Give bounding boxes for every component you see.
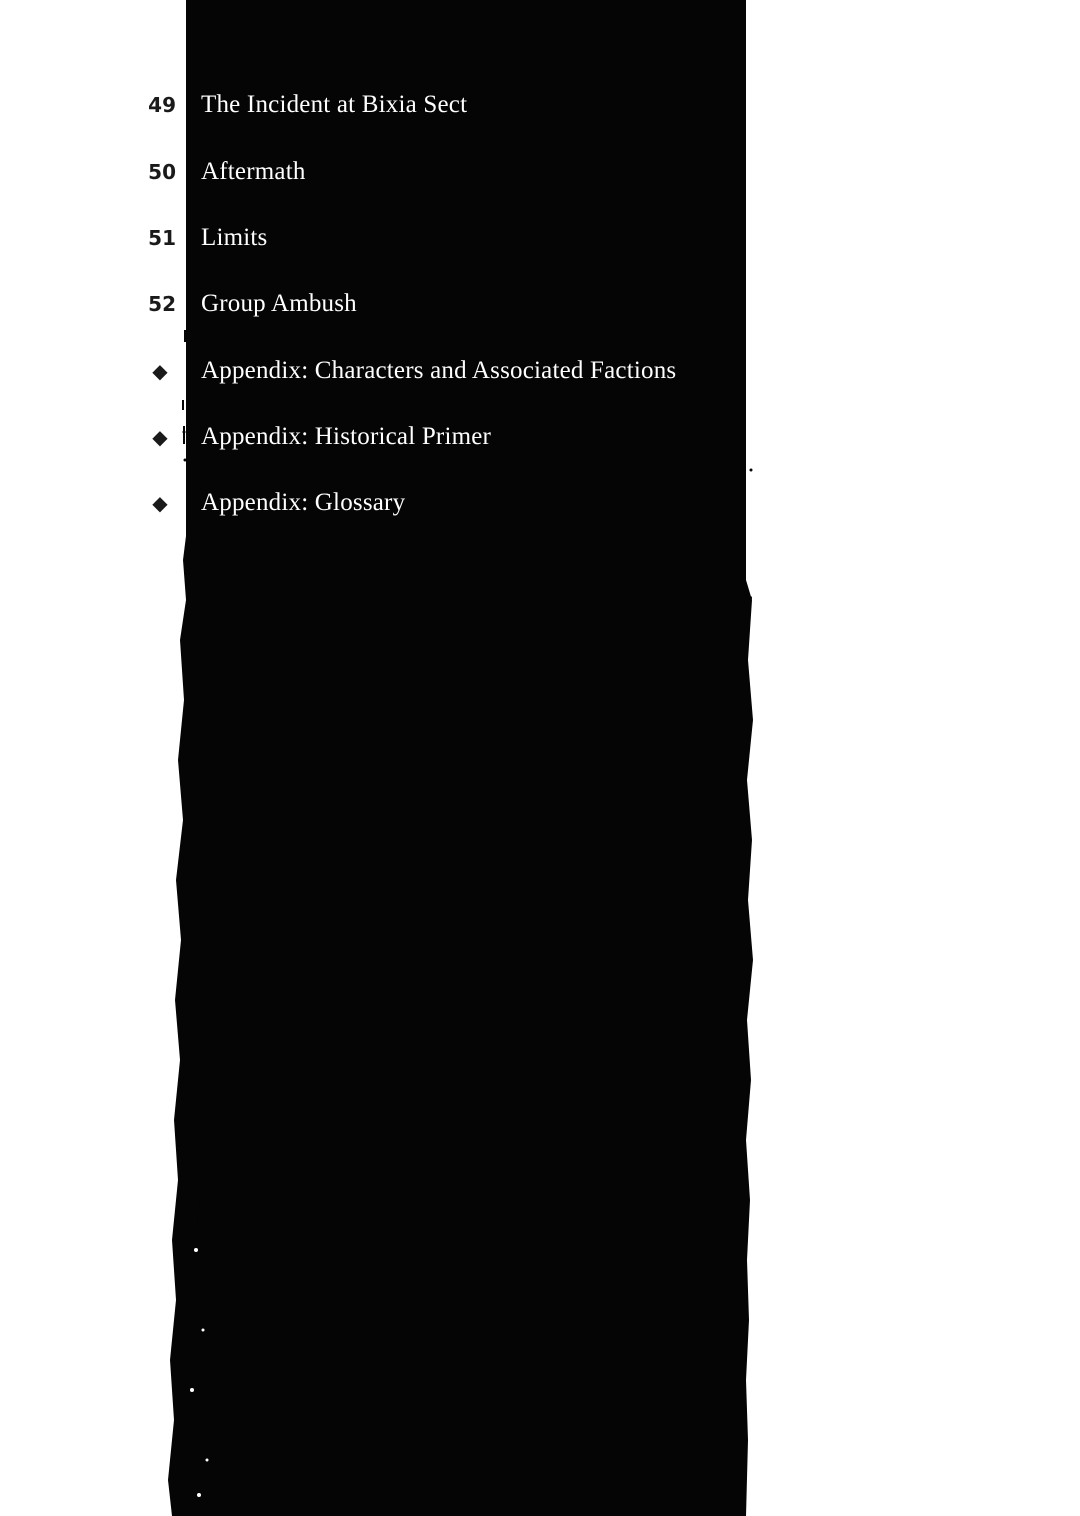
appendix-title: Appendix: Glossary <box>201 489 406 516</box>
toc-entry-appendix-primer[interactable] <box>0 417 1080 457</box>
toc-entry-52[interactable] <box>0 284 1080 324</box>
toc-entry-49[interactable] <box>0 85 1080 125</box>
diamond-bullet-icon: ◆ <box>152 491 168 515</box>
chapter-title: Limits <box>201 224 268 251</box>
chapter-number: 51 <box>148 226 176 250</box>
chapter-title: Group Ambush <box>201 290 357 317</box>
chapter-title: The Incident at Bixia Sect <box>201 91 468 118</box>
appendix-title: Appendix: Characters and Associated Factions <box>201 357 677 384</box>
toc-entry-50[interactable] <box>0 152 1080 192</box>
toc-entry-appendix-glossary[interactable] <box>0 483 1080 523</box>
chapter-title: Aftermath <box>201 158 306 185</box>
diamond-bullet-icon: ◆ <box>152 425 168 449</box>
toc-entry-51[interactable] <box>0 218 1080 258</box>
diamond-bullet-icon: ◆ <box>152 359 168 383</box>
chapter-number: 50 <box>148 160 176 184</box>
chapter-number: 52 <box>148 292 176 316</box>
appendix-title: Appendix: Historical Primer <box>201 423 492 450</box>
toc-entry-appendix-characters[interactable] <box>0 351 1080 391</box>
chapter-number: 49 <box>148 93 176 117</box>
